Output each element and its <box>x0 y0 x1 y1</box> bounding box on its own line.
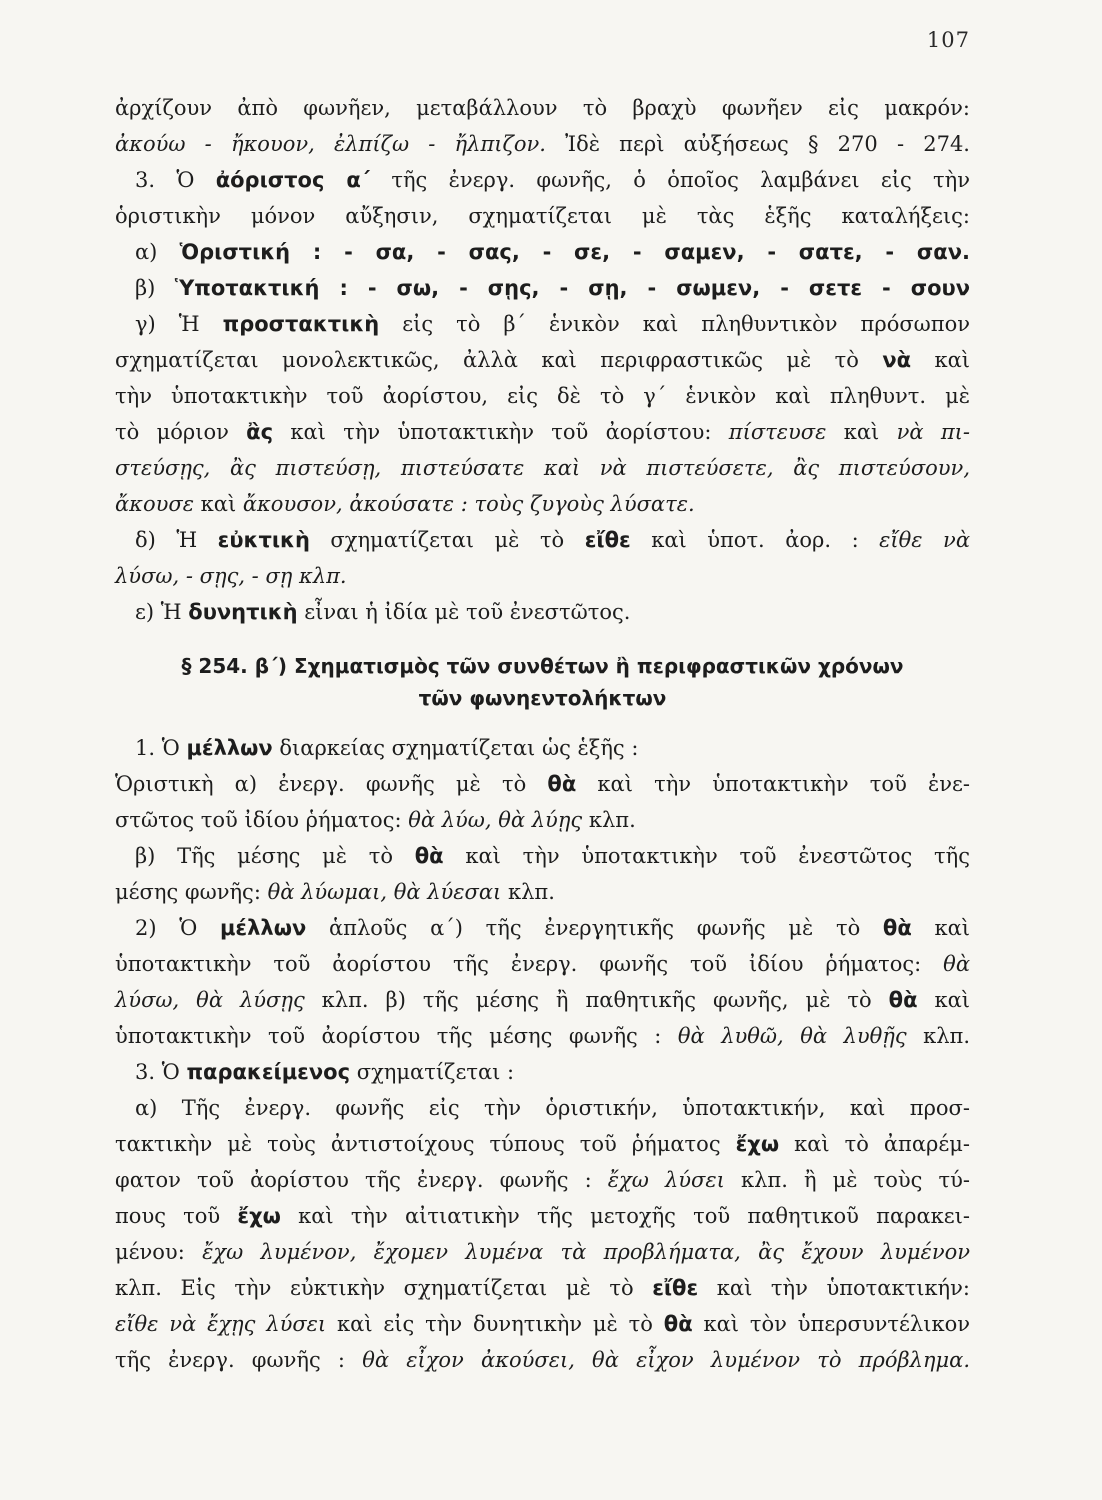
text-line: β) Τῆς μέσης μὲ τὸ θὰ καὶ τὴν ὑποτακτικὴν τοῦ ἐνεστῶτος τῆς <box>135 844 970 868</box>
page-number: 107 <box>926 28 970 52</box>
body-text <box>115 90 970 630</box>
text-line: στεύσῃς, ἂς πιστεύσῃ, πιστεύσατε καὶ νὰ πιστεύσετε, ἂς πιστεύσουν, <box>115 456 970 480</box>
text-line: γ) Ἡ προστακτικὴ εἰς τὸ β΄ ἑνικὸν καὶ πληθυντικὸν πρόσωπον <box>135 312 971 336</box>
text-line: εἴθε νὰ ἔχῃς λύσει καὶ εἰς τὴν δυνητικὴν μὲ τὸ θὰ καὶ τὸν ὑπερσυντέλικον <box>115 1312 970 1336</box>
book-page <box>115 28 970 1468</box>
text-line: μέσης φωνῆς: θὰ λύωμαι, θὰ λύεσαι κλπ. <box>115 880 555 904</box>
text-line: ε) Ἡ δυνητικὴ εἶναι ἡ ἰδία μὲ τοῦ ἐνεστῶτος. <box>135 600 631 624</box>
ending-line-subjunctive: β) Ὑποτακτική : - σω, - σῃς, - σῃ, - σωμεν, - σετε - σουν <box>135 276 970 300</box>
text-line: 3. Ὁ παρακείμενος σχηματίζεται : <box>135 1060 515 1084</box>
text-line: πους τοῦ ἔχω καὶ τὴν αἰτιατικὴν τῆς μετοχῆς τοῦ παθητικοῦ παρακει- <box>115 1204 970 1228</box>
text-line: μένου: ἔχω λυμένον, ἔχομεν λυμένα τὰ προβλήματα, ἂς ἔχουν λυμένον <box>115 1240 971 1264</box>
text-line: ἀκούω - ἤκουον, ἐλπίζω - ἤλπιζον. Ἰδὲ περὶ αὐξήσεως § 270 - 274. <box>115 132 970 156</box>
text-line: λύσω, - σῃς, - σῃ κλπ. <box>115 564 347 588</box>
text-line: 2) Ὁ μέλλων ἁπλοῦς α΄) τῆς ἐνεργητικῆς φωνῆς μὲ τὸ θὰ καὶ <box>135 916 970 940</box>
text-line: ὑποτακτικὴν τοῦ ἀορίστου τῆς ἐνεργ. φωνῆς τοῦ ἰδίου ῥήματος: θὰ <box>115 952 970 976</box>
text-line: τὸ μόριον ἂς καὶ τὴν ὑποτακτικὴν τοῦ ἀορίστου: πίστευσε καὶ νὰ πι- <box>115 420 970 444</box>
ending-line-indicative: α) Ὁριστική : - σα, - σας, - σε, - σαμεν, - σατε, - σαν. <box>135 240 970 264</box>
section-heading-line: § 254. β΄) Σχηματισμὸς τῶν συνθέτων ἢ περιφραστικῶν χρόνων <box>181 654 904 678</box>
text-line: ὁριστικὴν μόνον αὔξησιν, σχηματίζεται μὲ τὰς ἑξῆς καταλήξεις: <box>115 204 970 228</box>
text-line: στῶτος τοῦ ἰδίου ῥήματος: θὰ λύω, θὰ λύῃς κλπ. <box>115 808 636 832</box>
text-line: ἄκουσε καὶ ἄκουσον, ἀκούσατε : τοὺς ζυγοὺς λύσατε. <box>115 492 695 516</box>
term-aorist: ἀόριστος α΄ <box>215 168 371 192</box>
text-line: λύσω, θὰ λύσῃς κλπ. β) τῆς μέσης ἢ παθητικῆς φωνῆς, μὲ τὸ θὰ καὶ <box>115 988 971 1012</box>
text-line: α) Τῆς ἐνεργ. φωνῆς εἰς τὴν ὁριστικήν, ὑποτακτικήν, καὶ προσ- <box>135 1096 970 1120</box>
text-line: τὴν ὑποτακτικὴν τοῦ ἀορίστου, εἰς δὲ τὸ γ΄ ἑνικὸν καὶ πληθυντ. μὲ <box>115 384 970 408</box>
text-line: κλπ. Εἰς τὴν εὐκτικὴν σχηματίζεται μὲ τὸ εἴθε καὶ τὴν ὑποτακτικήν: <box>115 1276 970 1300</box>
text-line: δ) Ἡ εὐκτικὴ σχηματίζεται μὲ τὸ εἴθε καὶ ὑποτ. ἀορ. : εἴθε νὰ <box>135 528 970 552</box>
text-line: σχηματίζεται μονολεκτικῶς, ἀλλὰ καὶ περιφραστικῶς μὲ τὸ νὰ καὶ <box>115 348 970 372</box>
text-line: ὑποτακτικὴν τοῦ ἀορίστου τῆς μέσης φωνῆς : θὰ λυθῶ, θὰ λυθῇς κλπ. <box>115 1024 970 1048</box>
section-heading-line: τῶν φωνηεντολήκτων <box>418 686 667 710</box>
text-line: 3. Ὁ ἀόριστος α΄ τῆς ἐνεργ. φωνῆς, ὁ ὁποῖος λαμβάνει εἰς τὴν <box>135 168 971 192</box>
text-line: Ὁριστικὴ α) ἐνεργ. φωνῆς μὲ τὸ θὰ καὶ τὴν ὑποτακτικὴν τοῦ ἐνε- <box>115 772 970 796</box>
text-line: 1. Ὁ μέλλων διαρκείας σχηματίζεται ὡς ἑξῆς : <box>135 736 639 760</box>
text-line: φατον τοῦ ἀορίστου τῆς ἐνεργ. φωνῆς : ἔχω λύσει κλπ. ἢ μὲ τοὺς τύ- <box>115 1168 970 1192</box>
text-line: τῆς ἐνεργ. φωνῆς : θὰ εἶχον ἀκούσει, θὰ εἶχον λυμένον τὸ πρόβλημα. <box>115 1348 970 1372</box>
text-line: ἀρχίζουν ἀπὸ φωνῆεν, μεταβάλλουν τὸ βραχὺ φωνῆεν εἰς μακρόν: <box>115 96 970 120</box>
body-text-2 <box>115 730 970 1378</box>
text-line: τακτικὴν μὲ τοὺς ἀντιστοίχους τύπους τοῦ ῥήματος ἔχω καὶ τὸ ἀπαρέμ- <box>115 1132 970 1156</box>
section-heading <box>115 650 970 714</box>
